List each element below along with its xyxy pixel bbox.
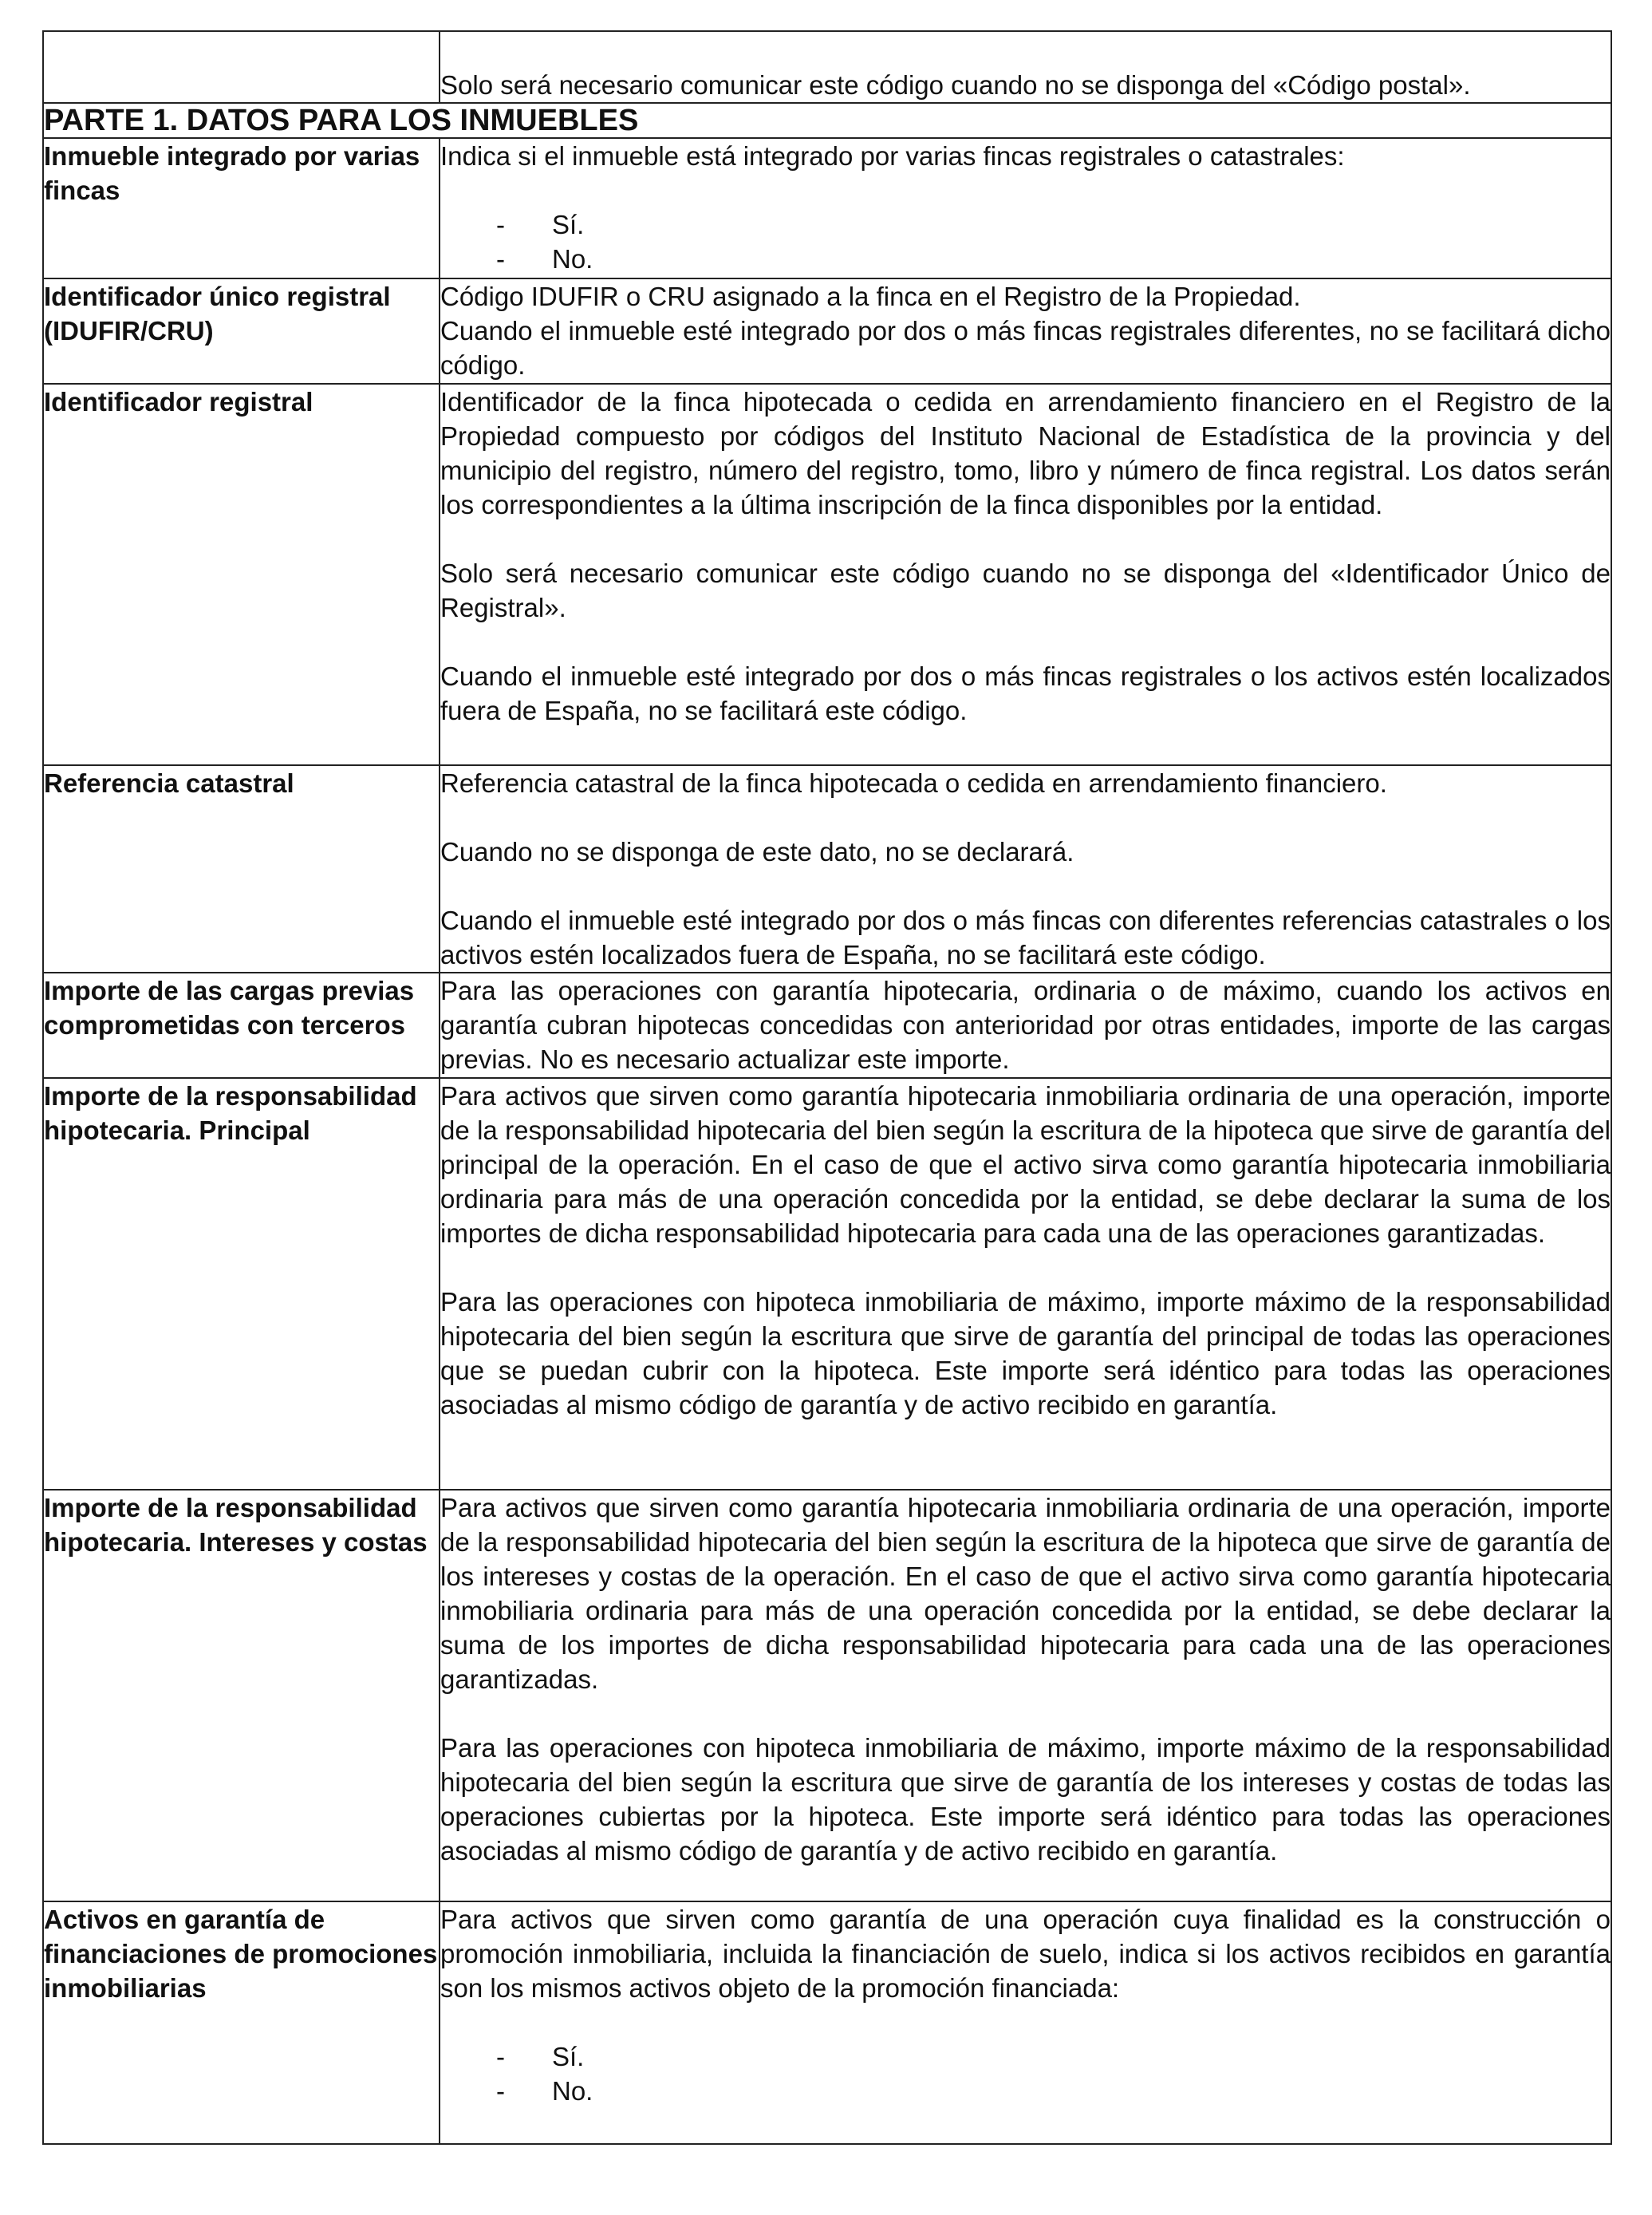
section-title: PARTE 1. DATOS PARA LOS INMUEBLES: [43, 103, 1611, 138]
field-description: [440, 384, 1611, 765]
list-item: - Sí.: [440, 2039, 1611, 2074]
dash-bullet: -: [496, 244, 505, 274]
field-description: [440, 765, 1611, 973]
field-label: Referencia catastral: [43, 765, 440, 973]
dash-bullet: -: [496, 2042, 505, 2071]
list-item: - No.: [440, 2074, 1611, 2108]
description-paragraph: Solo será necesario comunicar este código cuando no se disponga del «Código postal».: [440, 70, 1471, 100]
field-label: Identificador único registral (IDUFIR/CRU): [43, 278, 440, 384]
description-paragraph: Para activos que sirven como garantía de una operación cuya finalidad es la construcción o promoción inmobiliaria, incluida la financiación de suelo, indica si los activos recibidos en garantía son los mismos activos objeto de la promoción financiada:: [440, 1905, 1611, 2003]
description-paragraph: Para las operaciones con garantía hipotecaria, ordinaria o de máximo, cuando los activos en garantía cubran hipotecas concedidas con anterioridad por otras entidades, importe de las cargas previas. No es necesario actualizar este importe.: [440, 976, 1611, 1074]
description-paragraph: Cuando el inmueble esté integrado por dos o más fincas con diferentes referencias catastrales o los activos estén localizados fuera de España, no se facilitará este código.: [440, 906, 1611, 969]
field-label: Inmueble integrado por varias fincas: [43, 138, 440, 278]
field-description: [440, 138, 1611, 278]
description-paragraph: Cuando no se disponga de este dato, no se declarará.: [440, 837, 1074, 867]
field-label: Importe de la responsabilidad hipotecaria. Intereses y costas: [43, 1490, 440, 1901]
field-label: Importe de la responsabilidad hipotecaria. Principal: [43, 1078, 440, 1490]
fields-table: [42, 30, 1612, 2145]
field-description: [440, 973, 1611, 1078]
description-paragraph: Referencia catastral de la finca hipotecada o cedida en arrendamiento financiero.: [440, 768, 1387, 798]
description-paragraph: Para las operaciones con hipoteca inmobiliaria de máximo, importe máximo de la responsabilidad hipotecaria del bien según la escritura que sirve de garantía de los intereses y costas de todas las operaciones cubiertas por la hipoteca. Este importe será idéntico para todas las operaciones asociadas al mismo código de garantía y de activo recibido en garantía.: [440, 1733, 1611, 1866]
description-paragraph: Para activos que sirven como garantía hipotecaria inmobiliaria ordinaria de una operación, importe de la responsabilidad hipotecaria del bien según la escritura de la hipoteca que sirve de garantía del principal de la operación. En el caso de que el activo sirva como garantía hipotecaria inmobiliaria ordinaria para más de una operación concedida por la entidad, se debe declarar la suma de los importes de dicha responsabilidad hipotecaria para cada una de las operaciones garantizadas.: [440, 1081, 1611, 1248]
table-row: [43, 278, 1611, 384]
table-row: [43, 31, 1611, 103]
list-item: - Sí.: [440, 207, 1611, 242]
field-label-empty: [43, 31, 440, 103]
table-row: [43, 384, 1611, 765]
option-list: [440, 207, 1611, 276]
description-paragraph: Indica si el inmueble está integrado por varias fincas registrales o catastrales:: [440, 141, 1345, 171]
field-label: Activos en garantía de financiaciones de promociones inmobiliarias: [43, 1901, 440, 2144]
description-paragraph: Para las operaciones con hipoteca inmobiliaria de máximo, importe máximo de la responsabilidad hipotecaria del bien según la escritura que sirve de garantía del principal de todas las operaciones que se puedan cubrir con la hipoteca. Este importe será idéntico para todas las operaciones asociadas al mismo código de garantía y de activo recibido en garantía.: [440, 1287, 1611, 1419]
table-row: [43, 138, 1611, 278]
table-row: [43, 765, 1611, 973]
field-label: Importe de las cargas previas comprometidas con terceros: [43, 973, 440, 1078]
table-row: [43, 1490, 1611, 1901]
table-row: [43, 1078, 1611, 1490]
description-paragraph: Código IDUFIR o CRU asignado a la finca en el Registro de la Propiedad.: [440, 282, 1301, 311]
dash-bullet: -: [496, 210, 505, 239]
field-description: [440, 1490, 1611, 1901]
field-description: [440, 1901, 1611, 2144]
description-paragraph: Para activos que sirven como garantía hipotecaria inmobiliaria ordinaria de una operación, importe de la responsabilidad hipotecaria del bien según la escritura de la hipoteca que sirve de garantía de los intereses y costas de la operación. En el caso de que el activo sirva como garantía hipotecaria inmobiliaria ordinaria para más de una operación concedida por la entidad, se debe declarar la suma de los importes de dicha responsabilidad hipotecaria para cada una de las operaciones garantizadas.: [440, 1493, 1611, 1694]
option-list: [440, 2039, 1611, 2108]
field-label: Identificador registral: [43, 384, 440, 765]
description-paragraph: Cuando el inmueble esté integrado por dos o más fincas registrales diferentes, no se facilitará dicho código.: [440, 316, 1611, 380]
table-row: [43, 973, 1611, 1078]
description-paragraph: Identificador de la finca hipotecada o cedida en arrendamiento financiero en el Registro de la Propiedad compuesto por códigos del Instituto Nacional de Estadística de la provincia y del municipio del registro, número del registro, tomo, libro y número de finca registral. Los datos serán los correspondientes a la última inscripción de la finca disponibles por la entidad.: [440, 387, 1611, 519]
table-row: [43, 1901, 1611, 2144]
dash-bullet: -: [496, 2076, 505, 2106]
field-description: [440, 278, 1611, 384]
field-description: [440, 1078, 1611, 1490]
field-description: [440, 31, 1611, 103]
list-item: - No.: [440, 242, 1611, 276]
section-header-row: [43, 103, 1611, 138]
description-paragraph: Solo será necesario comunicar este código cuando no se disponga del «Identificador Único de Registral».: [440, 559, 1611, 622]
description-paragraph: Cuando el inmueble esté integrado por dos o más fincas registrales o los activos estén localizados fuera de España, no se facilitará este código.: [440, 661, 1611, 725]
